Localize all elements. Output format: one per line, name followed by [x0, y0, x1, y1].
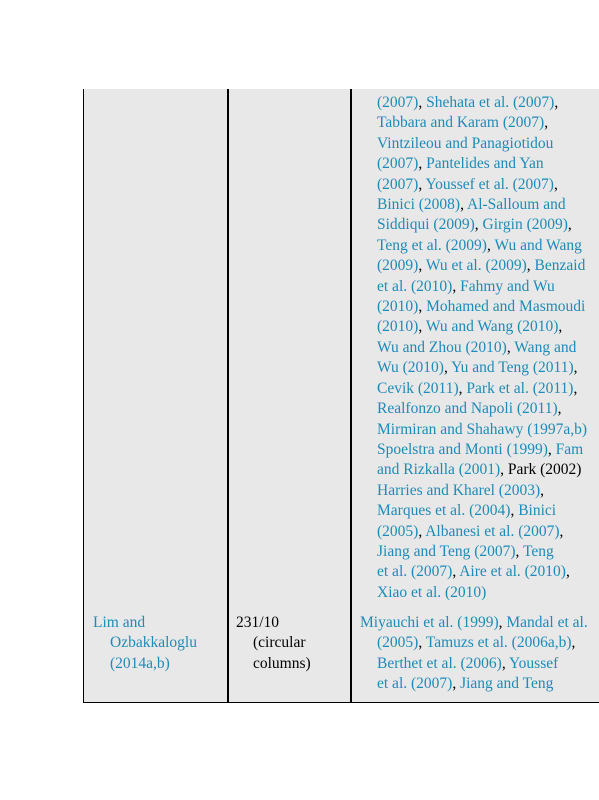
separator-text: , [498, 614, 507, 631]
reference-line [360, 420, 599, 440]
column-divider [227, 89, 229, 702]
citation-link[interactable]: Tamuzs et al. (2006a,b) [425, 634, 572, 652]
citation-link[interactable]: Spoelstra and Monti (1999) [377, 440, 548, 458]
separator-text: , [458, 379, 467, 397]
separator-text: , [418, 522, 426, 540]
citation-link[interactable]: Benzaid [534, 257, 586, 275]
citation-link[interactable]: (2009) [377, 257, 419, 275]
reference-line [360, 522, 599, 542]
specimens-line: (circular [253, 634, 306, 652]
separator-text: , [559, 522, 564, 540]
separator-text: , [418, 257, 426, 275]
separator-text: , Park (2002) [500, 461, 582, 479]
separator-text: , [418, 175, 426, 193]
separator-text: , [540, 481, 544, 499]
separator-text: , [510, 502, 519, 520]
separator-text: , [506, 338, 515, 356]
citation-link[interactable]: Teng [523, 542, 554, 560]
citation-link[interactable]: Wu and Zhou (2010) [377, 338, 507, 356]
citation-link[interactable]: Xiao et al. (2010) [377, 583, 487, 601]
citation-link[interactable]: Yu and Teng (2011) [451, 359, 574, 377]
separator-text: , [544, 114, 549, 132]
reference-line [360, 654, 599, 674]
separator-text: , [486, 236, 495, 254]
separator-text: , [418, 155, 427, 173]
citation-link[interactable]: Harries and Kharel (2003) [377, 481, 541, 499]
row1-references-cell [360, 93, 599, 603]
citation-link[interactable]: Park et al. (2011) [466, 379, 574, 397]
separator-text: , [418, 298, 427, 316]
reference-line [360, 277, 599, 297]
separator-text: , [418, 94, 427, 111]
citation-link[interactable]: Mirmiran and Shahawy (1997a,b) [377, 420, 588, 438]
reference-line [360, 297, 599, 317]
citation-link[interactable]: Mohamed and Masmoudi [426, 298, 586, 316]
citation-link[interactable]: et al. (2007) [377, 675, 453, 693]
citation-link[interactable]: Shehata et al. (2007) [426, 94, 555, 111]
study-line: (2014a,b) [110, 654, 170, 672]
separator-text: , [547, 440, 556, 458]
citation-link[interactable]: Jiang and Teng (2007) [377, 542, 516, 560]
reference-line [360, 358, 599, 378]
separator-text: , [553, 175, 558, 193]
citation-link[interactable]: Albanesi et al. (2007) [425, 522, 560, 540]
citation-link[interactable]: (2005) [377, 522, 419, 540]
citation-link[interactable]: et al. (2007) [377, 563, 453, 581]
citation-link[interactable]: Al-Salloum and [467, 196, 566, 214]
citation-link[interactable]: Wu (2010) [377, 359, 444, 377]
reference-line [360, 317, 599, 337]
separator-text: , [452, 675, 461, 693]
separator-text: , [418, 634, 426, 652]
citation-link[interactable]: Jiang and Teng [460, 675, 554, 693]
separator-text: , [573, 359, 578, 377]
reference-line [360, 379, 599, 399]
specimens-line: columns) [253, 654, 311, 672]
citation-link[interactable]: Wu et al. (2009) [425, 257, 527, 275]
citation-link[interactable]: (2010) [377, 318, 419, 336]
reference-line [360, 633, 599, 653]
reference-line [360, 674, 599, 694]
separator-text: , [567, 216, 572, 234]
separator-text: , [571, 634, 576, 652]
reference-line [360, 113, 599, 133]
separator-text: , [418, 318, 426, 336]
reference-line [360, 501, 599, 521]
separator-text: , [526, 257, 535, 275]
citation-link[interactable]: (2007) [377, 175, 419, 193]
citation-link[interactable]: Realfonzo and Napoli (2011) [377, 400, 558, 418]
citation-link[interactable]: Binici (2008) [377, 196, 461, 214]
citation-link[interactable]: Wang and [514, 338, 577, 356]
column-divider [350, 89, 352, 702]
citation-link[interactable]: Cevik (2011) [377, 379, 459, 397]
citation-link[interactable]: Marques et al. (2004) [377, 502, 511, 520]
separator-text: , [460, 196, 467, 214]
citation-link[interactable]: Miyauchi et al. (1999) [360, 614, 499, 631]
citation-link[interactable]: et al. (2010) [377, 277, 453, 295]
citation-link[interactable]: Youssef et al. (2007) [425, 175, 554, 193]
citation-link[interactable]: Siddiqui (2009) [377, 216, 475, 234]
reference-line [360, 481, 599, 501]
separator-text: , [554, 94, 559, 111]
citation-link[interactable]: Vintzileou and Panagiotidou [377, 134, 554, 152]
citation-link[interactable]: Girgin (2009) [482, 216, 568, 234]
reference-line [360, 613, 599, 633]
references-table [83, 89, 599, 703]
citation-link[interactable]: (2005) [377, 634, 419, 652]
citation-link[interactable]: Youssef [509, 654, 559, 672]
reference-line [360, 338, 599, 358]
reference-line [360, 440, 599, 460]
citation-link[interactable]: Fam [555, 440, 584, 458]
citation-link[interactable]: Wu and Wang [494, 236, 582, 254]
separator-text: , [558, 318, 563, 336]
separator-text: , [501, 654, 510, 672]
citation-link[interactable]: Aire et al. (2010) [459, 563, 566, 581]
reference-line [360, 542, 599, 562]
reference-line [360, 256, 599, 276]
row2-references-cell [360, 613, 599, 695]
reference-line [360, 154, 599, 174]
reference-line [360, 236, 599, 256]
reference-line [360, 399, 599, 419]
citation-link[interactable]: (2007) [377, 94, 419, 111]
reference-line [360, 583, 599, 603]
separator-text: , [443, 359, 452, 377]
separator-text: , [452, 563, 460, 581]
reference-line [360, 195, 599, 215]
row2-study-cell[interactable] [93, 613, 223, 674]
reference-line [360, 460, 599, 480]
reference-line [360, 134, 599, 154]
citation-link[interactable]: (2007) [377, 155, 419, 173]
separator-text: , [515, 542, 524, 560]
citation-link[interactable]: and Rizkalla (2001) [377, 461, 501, 479]
citation-link[interactable]: Fahmy and Wu [460, 277, 555, 295]
separator-text: , [573, 379, 578, 397]
separator-text: , [474, 216, 483, 234]
study-line: Ozbakkaloglu [110, 634, 197, 652]
separator-text: , [565, 563, 570, 581]
citation-link[interactable]: Berthet et al. (2006) [377, 654, 502, 672]
citation-link[interactable]: Binici [518, 502, 557, 520]
reference-line [360, 93, 599, 113]
citation-link[interactable]: Pantelides and Yan [426, 155, 544, 173]
citation-link[interactable]: Wu and Wang (2010) [425, 318, 559, 336]
reference-line [360, 562, 599, 582]
study-line: Lim and [93, 614, 146, 631]
separator-text: , [557, 400, 562, 418]
citation-link[interactable]: (2010) [377, 298, 419, 316]
reference-line [360, 215, 599, 235]
specimens-line: 231/10 [236, 614, 280, 631]
citation-link[interactable]: Mandal et al. [506, 614, 588, 631]
citation-link[interactable]: Teng et al. (2009) [377, 236, 487, 254]
reference-line [360, 175, 599, 195]
row2-specimens-cell [236, 613, 346, 674]
citation-link[interactable]: Tabbara and Karam (2007) [377, 114, 545, 132]
separator-text: , [452, 277, 461, 295]
